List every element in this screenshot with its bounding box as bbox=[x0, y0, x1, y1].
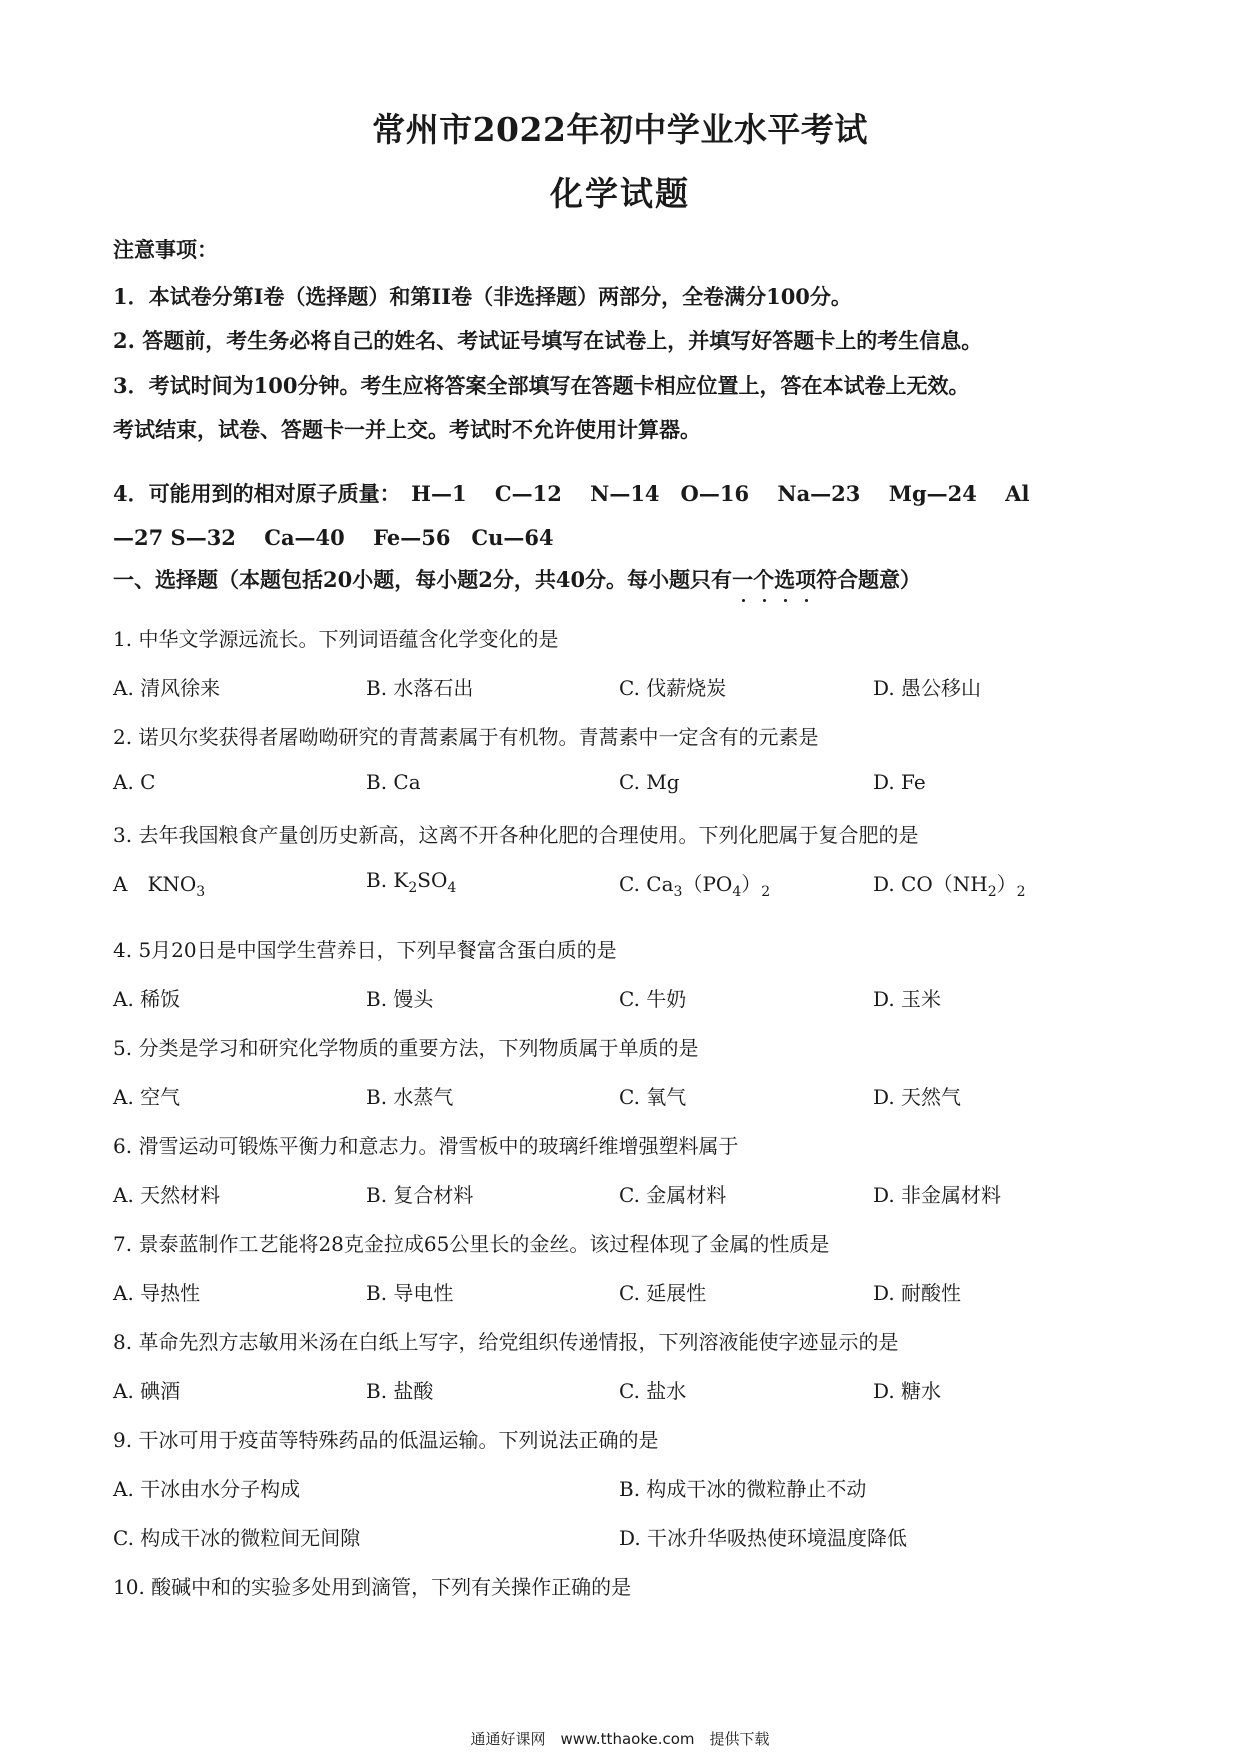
note-3b: 考试结束，试卷、答题卡一并上交。考试时不允许使用计算器。 bbox=[113, 417, 701, 442]
option-b: B. 复合材料 bbox=[366, 1183, 474, 1207]
option-c: C. 构成干冰的微粒间无间隙 bbox=[113, 1526, 361, 1550]
option-c: C. 氧气 bbox=[619, 1085, 687, 1109]
question-stem: 2. 诺贝尔奖获得者屠呦呦研究的青蒿素属于有机物。青蒿素中一定含有的元素是 bbox=[113, 725, 819, 749]
page-subtitle: 化学试题 bbox=[550, 174, 690, 213]
question-stem: 9. 干冰可用于疫苗等特殊药品的低温运输。下列说法正确的是 bbox=[113, 1428, 659, 1452]
option-d: D. Fe bbox=[873, 770, 926, 794]
section-heading-before: 一、选择题（本题包括20小题，每小题2分，共40分。每小题只有 bbox=[113, 567, 733, 592]
option-a: A. 空气 bbox=[113, 1085, 181, 1109]
notes-heading: 注意事项： bbox=[113, 237, 218, 262]
option-a: A. 天然材料 bbox=[113, 1183, 221, 1207]
option-a bbox=[113, 868, 205, 900]
subscript: 3 bbox=[196, 884, 206, 900]
option-c: C. 伐薪烧炭 bbox=[619, 676, 727, 700]
emphasis-char: 选 bbox=[774, 564, 795, 594]
question-stem: 4. 5月20日是中国学生营养日，下列早餐富含蛋白质的是 bbox=[113, 938, 617, 962]
option-d: D. 糖水 bbox=[873, 1379, 942, 1403]
option-c: C. 金属材料 bbox=[619, 1183, 727, 1207]
question-stem: 5. 分类是学习和研究化学物质的重要方法，下列物质属于单质的是 bbox=[113, 1036, 699, 1060]
option-a: A. 清风徐来 bbox=[113, 676, 221, 700]
page-title: 常州市2022年初中学业水平考试 bbox=[372, 110, 868, 149]
emphasis-char: 个 bbox=[753, 564, 774, 594]
option-a: A. 导热性 bbox=[113, 1281, 201, 1305]
option-a: A. 干冰由水分子构成 bbox=[113, 1477, 301, 1501]
emphasis-char: 一 bbox=[732, 564, 753, 594]
option-b: B. 馒头 bbox=[366, 987, 434, 1011]
section-heading bbox=[113, 564, 921, 594]
subscript: 2 bbox=[1016, 884, 1026, 900]
option-b: B. 水落石出 bbox=[366, 676, 474, 700]
question-stem: 1. 中华文学源远流长。下列词语蕴含化学变化的是 bbox=[113, 627, 559, 651]
question-stem: 6. 滑雪运动可锻炼平衡力和意志力。滑雪板中的玻璃纤维增强塑料属于 bbox=[113, 1134, 739, 1158]
option-b: B. 导电性 bbox=[366, 1281, 454, 1305]
option-d: D. 干冰升华吸热使环境温度降低 bbox=[619, 1526, 908, 1550]
option-a-text: A KNO bbox=[113, 872, 197, 896]
option-d: D. 愚公移山 bbox=[873, 676, 982, 700]
option-d: D. 玉米 bbox=[873, 987, 942, 1011]
option-b: B. 盐酸 bbox=[366, 1379, 434, 1403]
option-b: B. Ca bbox=[366, 770, 421, 794]
question-stem: 8. 革命先烈方志敏用米汤在白纸上写字，给党组织传递情报，下列溶液能使字迹显示的是 bbox=[113, 1330, 899, 1354]
option-b-text: SO bbox=[417, 868, 448, 892]
note-1: 1．本试卷分第I卷（选择题）和第II卷（非选择题）两部分，全卷满分100分。 bbox=[113, 284, 852, 309]
note-2: 2. 答题前，考生务必将自己的姓名、考试证号填写在试卷上，并填写好答题卡上的考生信息。 bbox=[113, 328, 983, 353]
footer-watermark: 通通好课网 www.tthaoke.com 提供下载 bbox=[470, 1730, 770, 1748]
subscript: 3 bbox=[673, 884, 683, 900]
question-stem: 7. 景泰蓝制作工艺能将28克金拉成65公里长的金丝。该过程体现了金属的性质是 bbox=[113, 1232, 830, 1256]
note-4b: —27 S—32 Ca—40 Fe—56 Cu—64 bbox=[113, 525, 554, 550]
option-d: D. 天然气 bbox=[873, 1085, 962, 1109]
emphasis-char: 项 bbox=[795, 564, 816, 594]
option-d bbox=[873, 868, 1026, 900]
subscript: 2 bbox=[761, 884, 771, 900]
option-a: A. C bbox=[113, 770, 156, 794]
question-stem: 3. 去年我国粮食产量创历史新高，这离不开各种化肥的合理使用。下列化肥属于复合肥的是 bbox=[113, 823, 919, 847]
option-d-text: ） bbox=[996, 872, 1017, 896]
option-c: C. 延展性 bbox=[619, 1281, 707, 1305]
option-d: D. 耐酸性 bbox=[873, 1281, 962, 1305]
question-stem: 10. 酸碱中和的实验多处用到滴管，下列有关操作正确的是 bbox=[113, 1575, 632, 1599]
option-c: C. Mg bbox=[619, 770, 680, 794]
option-c: C. 牛奶 bbox=[619, 987, 687, 1011]
option-b bbox=[366, 868, 456, 896]
option-c-text: （PO bbox=[682, 872, 733, 896]
option-d: D. 非金属材料 bbox=[873, 1183, 1002, 1207]
subscript: 4 bbox=[732, 884, 742, 900]
option-a: A. 稀饭 bbox=[113, 987, 181, 1011]
option-c-text: ） bbox=[741, 872, 762, 896]
option-b: B. 构成干冰的微粒静止不动 bbox=[619, 1477, 867, 1501]
option-a: A. 碘酒 bbox=[113, 1379, 181, 1403]
option-b: B. 水蒸气 bbox=[366, 1085, 454, 1109]
option-c bbox=[619, 868, 770, 900]
note-4a: 4．可能用到的相对原子质量： H—1 C—12 N—14 O—16 Na—23 Mg—24 Al bbox=[113, 481, 1030, 506]
option-c-text: C. Ca bbox=[619, 872, 674, 896]
option-c: C. 盐水 bbox=[619, 1379, 687, 1403]
note-3a: 3．考试时间为100分钟。考生应将答案全部填写在答题卡相应位置上，答在本试卷上无效。 bbox=[113, 373, 970, 398]
subscript: 2 bbox=[408, 880, 418, 896]
section-heading-after: 符合题意） bbox=[816, 567, 922, 592]
subscript: 2 bbox=[987, 884, 997, 900]
subscript: 4 bbox=[447, 880, 457, 896]
option-b-text: B. K bbox=[366, 868, 409, 892]
option-d-text: D. CO（NH bbox=[873, 872, 988, 896]
